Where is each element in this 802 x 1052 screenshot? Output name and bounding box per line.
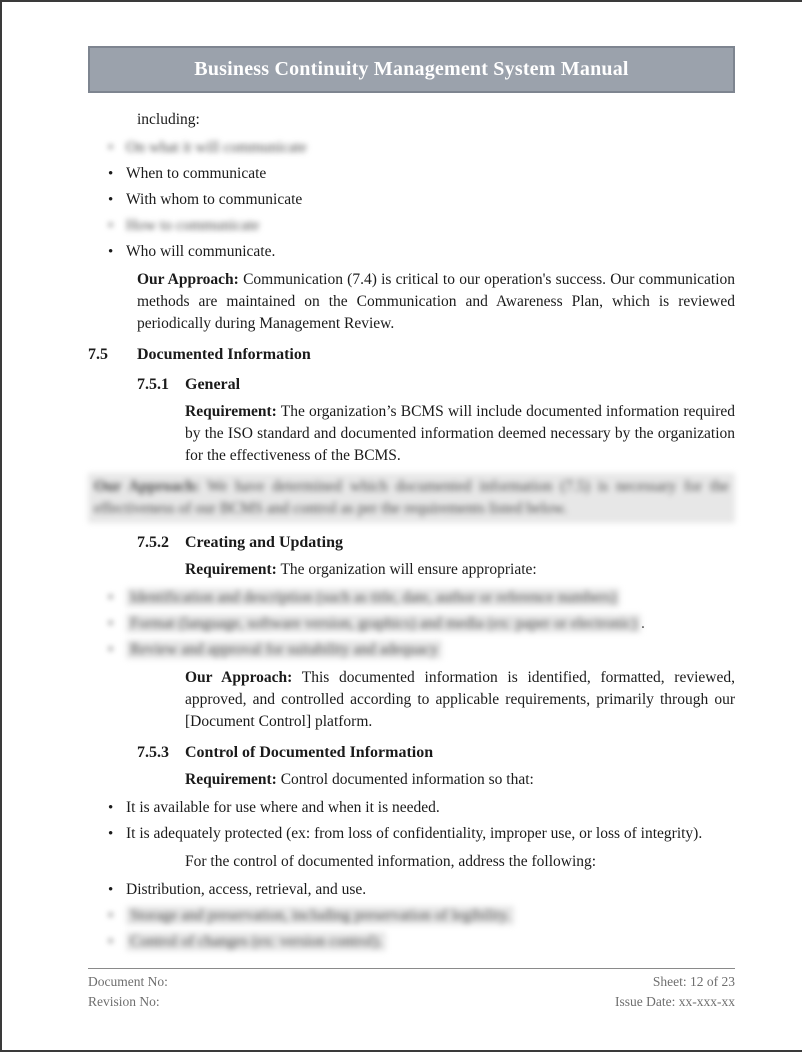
section-title: Control of Documented Information xyxy=(185,744,434,761)
our-approach-label: Our Approach: xyxy=(185,669,293,686)
creating-updating-bullet-list xyxy=(88,587,735,661)
our-approach-text: This documented information is identified, formatted, reviewed, approved, and controlled according to applicable requirements, primarily through our [Document Control] platform. xyxy=(185,669,735,730)
list-item-redacted xyxy=(88,137,735,159)
requirement-7-5-2-paragraph xyxy=(185,559,735,581)
our-approach-label: Our Approach: xyxy=(137,271,239,288)
section-heading-7-5-2 xyxy=(137,533,735,553)
requirement-label: Requirement: xyxy=(185,561,277,578)
section-number: 7.5.1 xyxy=(137,376,169,393)
list-item xyxy=(88,163,735,185)
list-item-redacted xyxy=(88,613,735,635)
section-number: 7.5 xyxy=(88,346,108,363)
requirement-7-5-1-paragraph xyxy=(185,401,735,467)
our-approach-label: Our Approach: xyxy=(94,478,200,495)
list-item-text: It is adequately protected (ex: from loss of confidentiality, improper use, or loss of integrity). xyxy=(126,825,703,842)
list-item-text: It is available for use where and when it is needed. xyxy=(126,799,440,816)
our-approach-7-5-1-redacted-paragraph xyxy=(88,473,735,523)
footer-right xyxy=(615,972,735,1012)
list-item-redacted xyxy=(88,905,735,927)
list-item xyxy=(88,797,735,819)
communication-bullet-list xyxy=(88,137,735,263)
our-approach-7-5-2-paragraph xyxy=(185,667,735,733)
list-item xyxy=(88,879,735,901)
list-item-redacted xyxy=(88,587,735,609)
list-item-text: Review and approval for suitability and adequacy xyxy=(126,640,442,659)
intro-lead: including: xyxy=(137,111,200,128)
our-approach-text: We have determined which documented information (7.5) is necessary for the effectiveness of our BCMS and control as per the requirements listed below. xyxy=(94,478,729,517)
document-no-label: Document No: xyxy=(88,974,168,989)
section-heading-7-5-1 xyxy=(137,375,735,395)
control-requirement-bullet-list xyxy=(88,797,735,845)
section-number: 7.5.2 xyxy=(137,534,169,551)
document-content xyxy=(88,109,735,953)
requirement-text: The organization will ensure appropriate: xyxy=(280,561,537,578)
page-footer xyxy=(88,968,735,1012)
our-approach-text: Communication (7.4) is critical to our operation's success. Our communication methods are maintained on the Communication and Awareness Plan, which is reviewed periodically during Management Review. xyxy=(137,271,736,332)
list-item-suffix: . xyxy=(641,615,645,632)
requirement-text: The organization’s BCMS will include documented information required by the ISO standard and documented information deemed necessary by the organization for the effectiveness of the BCMS. xyxy=(185,403,735,464)
our-approach-communication-paragraph xyxy=(137,269,735,335)
list-item-text: When to communicate xyxy=(126,165,267,182)
list-item-redacted xyxy=(88,215,735,237)
list-item-text: Format (language, software version, graphics) and media (ex: paper or electronic) xyxy=(126,614,641,633)
list-item-text: Distribution, access, retrieval, and use. xyxy=(126,881,367,898)
list-item-text: On what it will communicate xyxy=(126,139,307,156)
list-item-text: Storage and preservation, including preservation of legibility. xyxy=(126,906,514,925)
document-title: Business Continuity Management System Manual xyxy=(194,58,629,80)
list-item xyxy=(88,189,735,211)
list-item-redacted xyxy=(88,639,735,661)
list-item-text: With whom to communicate xyxy=(126,191,303,208)
document-header-banner xyxy=(88,46,735,93)
issue-date: Issue Date: xx-xxx-xx xyxy=(615,994,735,1009)
sheet-number: Sheet: 12 of 23 xyxy=(652,974,735,989)
list-item-text: Identification and description (such as title, date, author or reference numbers) xyxy=(126,588,620,607)
requirement-label: Requirement: xyxy=(185,403,277,420)
requirement-text: Control documented information so that: xyxy=(280,771,534,788)
footer-left xyxy=(88,972,168,1012)
list-item-redacted xyxy=(88,931,735,953)
revision-no-label: Revision No: xyxy=(88,994,160,1009)
list-item-text: Control of changes (ex: version control). xyxy=(126,932,386,951)
requirement-label: Requirement: xyxy=(185,771,277,788)
section-title: Creating and Updating xyxy=(185,534,343,551)
section-title: General xyxy=(185,376,241,393)
list-item xyxy=(88,823,735,845)
list-item-text: Who will communicate. xyxy=(126,243,276,260)
section-heading-7-5-3 xyxy=(137,743,735,763)
list-item-text: How to communicate xyxy=(126,217,260,234)
list-item xyxy=(88,241,735,263)
control-activities-bullet-list xyxy=(88,879,735,953)
section-number: 7.5.3 xyxy=(137,744,169,761)
section-heading-7-5 xyxy=(88,345,735,365)
section-title: Documented Information xyxy=(137,346,311,363)
control-lead-paragraph: For the control of documented information, address the following: xyxy=(185,853,597,870)
requirement-7-5-3-paragraph xyxy=(185,769,735,791)
